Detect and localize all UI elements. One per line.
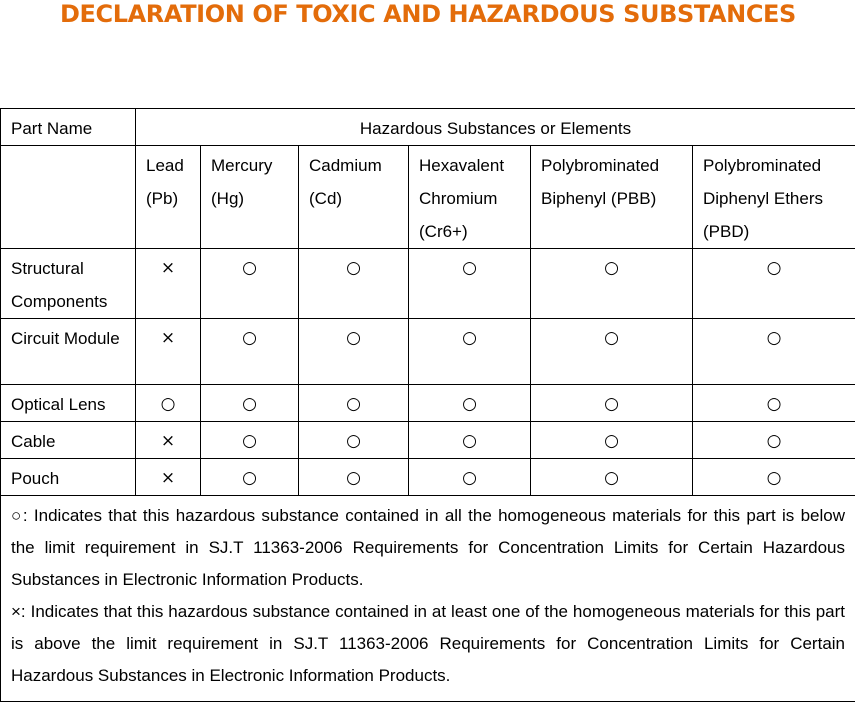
mark-cell: ○	[201, 385, 299, 422]
mark-cell: ○	[201, 319, 299, 385]
mark-cell: ○	[531, 249, 693, 319]
mark-cell: ○	[299, 459, 409, 496]
mark-cell: ○	[299, 422, 409, 459]
substance-header-hexavalent-chromium: Hexavalent Chromium (Cr6+)	[409, 146, 531, 249]
substance-header-mercury: Mercury (Hg)	[201, 146, 299, 249]
substances-group-header: Hazardous Substances or Elements	[136, 109, 855, 146]
table-row	[1, 459, 855, 496]
mark-cell: ○	[531, 385, 693, 422]
mark-cell: ○	[409, 459, 531, 496]
mark-cell: ×	[136, 459, 201, 496]
mark-cell: ○	[409, 319, 531, 385]
table-row	[1, 319, 855, 385]
circle-legend-note: ○: Indicates that this hazardous substance contained in all the homogeneous materials for this part is below the limit requirement in SJ.T 11363-2006 Requirements for Concentration Limits for Certain Hazardous Substances in Electronic Information Products.	[11, 506, 846, 589]
mark-cell: ○	[409, 249, 531, 319]
part-name-cell: Structural Components	[1, 249, 136, 319]
table-row	[1, 422, 855, 459]
part-name-cell: Pouch	[1, 459, 136, 496]
mark-cell: ○	[201, 422, 299, 459]
mark-cell: ○	[201, 249, 299, 319]
notes-row	[1, 496, 855, 702]
mark-cell: ○	[299, 385, 409, 422]
mark-cell: ○	[136, 385, 201, 422]
mark-cell: ○	[693, 459, 855, 496]
substance-header-pbd: Polybrominated Diphenyl Ethers (PBD)	[693, 146, 855, 249]
mark-cell: ○	[693, 385, 855, 422]
substance-header-lead: Lead (Pb)	[136, 146, 201, 249]
substance-header-pbb: Polybrominated Biphenyl (PBB)	[531, 146, 693, 249]
part-name-blank-cell	[1, 146, 136, 249]
part-name-cell: Optical Lens	[1, 385, 136, 422]
header-row	[1, 109, 855, 146]
mark-cell: ×	[136, 319, 201, 385]
mark-cell: ○	[409, 385, 531, 422]
table-row	[1, 249, 855, 319]
part-name-cell: Cable	[1, 422, 136, 459]
substance-header-row	[1, 146, 855, 249]
substance-header-cadmium: Cadmium (Cd)	[299, 146, 409, 249]
mark-cell: ○	[531, 459, 693, 496]
mark-cell: ○	[299, 319, 409, 385]
cross-legend-note: ×: Indicates that this hazardous substance contained in at least one of the homogeneous materials for this part is above the limit requirement in SJ.T 11363-2006 Requirements for Concentration Limits for Certain Hazardous Substances in Electronic Information Products.	[11, 602, 846, 685]
mark-cell: ×	[136, 422, 201, 459]
hazardous-substances-table	[0, 108, 855, 702]
mark-cell: ○	[409, 422, 531, 459]
mark-cell: ○	[693, 249, 855, 319]
mark-cell: ○	[299, 249, 409, 319]
mark-cell: ○	[693, 422, 855, 459]
mark-cell: ○	[531, 319, 693, 385]
part-name-cell: Circuit Module	[1, 319, 136, 385]
mark-cell: ○	[531, 422, 693, 459]
document-title: DECLARATION OF TOXIC AND HAZARDOUS SUBSTANCES	[60, 0, 796, 28]
notes-cell	[1, 496, 855, 702]
table-row	[1, 385, 855, 422]
mark-cell: ○	[693, 319, 855, 385]
mark-cell: ○	[201, 459, 299, 496]
mark-cell: ×	[136, 249, 201, 319]
part-name-header: Part Name	[1, 109, 136, 146]
